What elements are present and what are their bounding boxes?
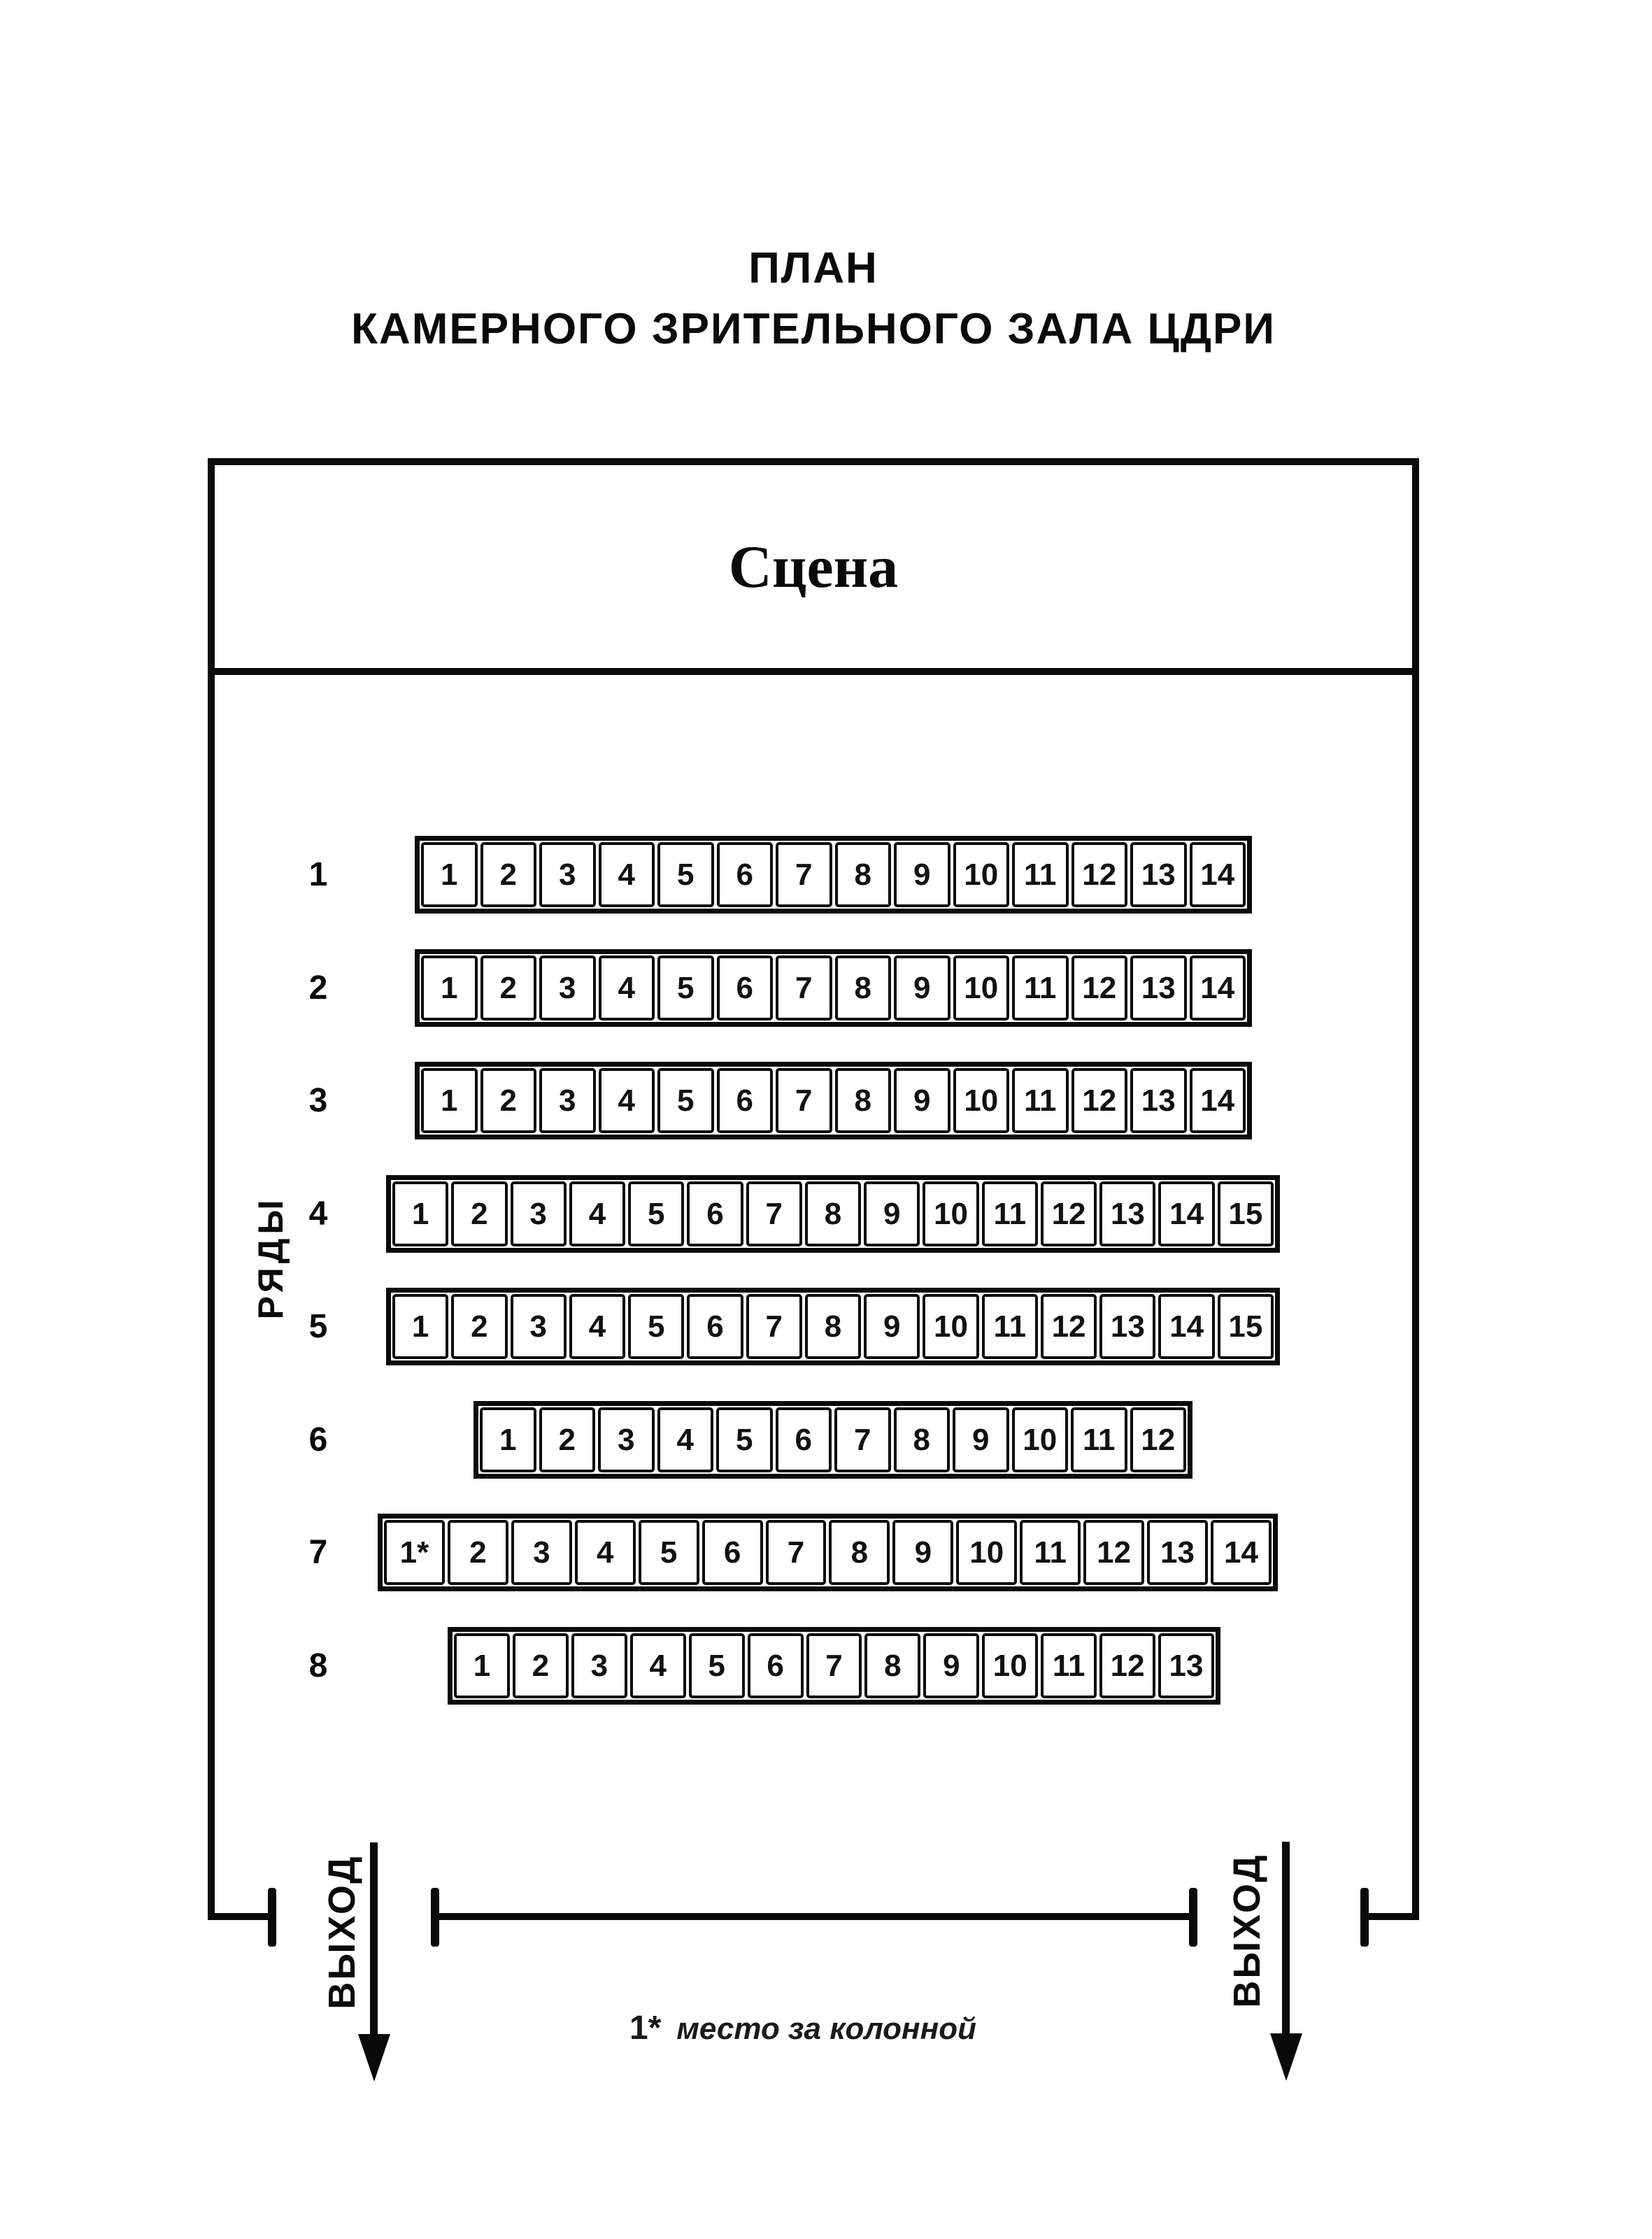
seat: 10 <box>953 955 1010 1021</box>
seat: 11 <box>1012 1068 1069 1133</box>
seat-row <box>448 1627 1220 1705</box>
seat: 1 <box>480 1407 536 1472</box>
seat: 10 <box>1012 1407 1069 1472</box>
seat: 10 <box>953 842 1010 907</box>
seat: 1 <box>421 842 478 907</box>
seat: 12 <box>1041 1294 1097 1359</box>
seat: 3 <box>539 842 596 907</box>
seat: 2 <box>539 1407 596 1472</box>
seat: 3 <box>539 955 596 1021</box>
seat: 5 <box>689 1633 745 1698</box>
row-label: 7 <box>308 1534 328 1571</box>
seat-row <box>386 1288 1280 1365</box>
seat: 1 <box>421 955 478 1021</box>
seat: 4 <box>599 1068 655 1133</box>
seat: 10 <box>923 1181 978 1246</box>
row-label: 3 <box>308 1082 328 1119</box>
page-title-line2: КАМЕРНОГО ЗРИТЕЛЬНОГО ЗАЛА ЦДРИ <box>351 305 1276 353</box>
seat: 7 <box>834 1407 891 1472</box>
seat: 3 <box>571 1633 627 1698</box>
row-label: 1 <box>308 856 328 893</box>
seat: 1 <box>454 1633 510 1698</box>
stage-label: Сцена <box>728 533 899 600</box>
seat: 4 <box>599 842 655 907</box>
seat: 13 <box>1099 1294 1155 1359</box>
seat: 6 <box>717 1068 774 1133</box>
exit-arrow-left-line <box>370 1842 378 2037</box>
seat: 14 <box>1190 842 1246 907</box>
seat: 8 <box>835 1068 892 1133</box>
seat: 11 <box>1012 955 1069 1021</box>
seat: 13 <box>1130 842 1187 907</box>
seat-row <box>386 1175 1280 1253</box>
seat-row <box>378 1514 1278 1591</box>
seat: 12 <box>1041 1181 1097 1246</box>
seat: 5 <box>716 1407 773 1472</box>
seat: 10 <box>923 1294 978 1359</box>
row-label: 2 <box>308 969 328 1007</box>
seat: 12 <box>1083 1520 1144 1585</box>
seat: 11 <box>1071 1407 1127 1472</box>
seat: 12 <box>1071 842 1128 907</box>
seat: 9 <box>892 1520 953 1585</box>
seat: 4 <box>569 1181 625 1246</box>
seat: 12 <box>1099 1633 1155 1698</box>
rows-axis-label: РЯДЫ <box>251 1195 290 1320</box>
door-cap-right-exit-right <box>1360 1888 1369 1947</box>
seat: 2 <box>480 955 537 1021</box>
seat: 2 <box>448 1520 508 1585</box>
seat: 1 <box>421 1068 478 1133</box>
seat: 8 <box>835 955 892 1021</box>
seat: 10 <box>956 1520 1017 1585</box>
seat: 5 <box>628 1294 684 1359</box>
seat: 7 <box>766 1520 827 1585</box>
seat: 9 <box>894 842 950 907</box>
seat: 13 <box>1130 955 1187 1021</box>
footnote-text: место за колонной <box>676 2012 976 2046</box>
seat: 3 <box>511 1520 572 1585</box>
seat: 12 <box>1071 1068 1128 1133</box>
seat-row <box>415 836 1252 914</box>
seat: 9 <box>894 955 950 1021</box>
seat: 10 <box>982 1633 1038 1698</box>
seat: 4 <box>569 1294 625 1359</box>
seat: 12 <box>1071 955 1128 1021</box>
seat: 2 <box>451 1181 507 1246</box>
seat: 3 <box>511 1181 567 1246</box>
seat: 11 <box>1041 1633 1097 1698</box>
seat: 7 <box>746 1294 802 1359</box>
page-title <box>138 238 1489 360</box>
bottom-wall-right-segment <box>1360 1913 1419 1920</box>
seat: 11 <box>982 1294 1038 1359</box>
seat: 12 <box>1130 1407 1187 1472</box>
seat: 6 <box>776 1407 832 1472</box>
seat: 9 <box>923 1633 979 1698</box>
seat: 4 <box>630 1633 686 1698</box>
seat: 5 <box>657 955 714 1021</box>
seat: 9 <box>894 1068 950 1133</box>
seat: 13 <box>1147 1520 1208 1585</box>
seat: 6 <box>702 1520 763 1585</box>
seat: 9 <box>953 1407 1009 1472</box>
seat: 15 <box>1218 1181 1274 1246</box>
seat: 6 <box>687 1294 743 1359</box>
seat: 6 <box>748 1633 804 1698</box>
seat: 11 <box>1012 842 1069 907</box>
seat: 8 <box>805 1294 861 1359</box>
seat: 10 <box>953 1068 1010 1133</box>
seat: 1* <box>384 1520 445 1585</box>
seat: 1 <box>392 1294 448 1359</box>
row-label: 6 <box>308 1421 328 1458</box>
seat: 4 <box>575 1520 636 1585</box>
seat: 13 <box>1099 1181 1155 1246</box>
seat: 5 <box>657 842 714 907</box>
seat: 7 <box>746 1181 802 1246</box>
seat-row <box>473 1401 1192 1479</box>
row-label: 5 <box>308 1308 328 1345</box>
seat-row <box>415 949 1252 1027</box>
footnote-marker: 1* <box>629 2010 662 2047</box>
page-title-line1: ПЛАН <box>748 244 878 292</box>
seat: 7 <box>776 842 832 907</box>
seat: 3 <box>511 1294 567 1359</box>
footnote <box>629 2009 976 2047</box>
seat: 4 <box>599 955 655 1021</box>
seat: 9 <box>864 1294 920 1359</box>
seat: 9 <box>864 1181 920 1246</box>
seat: 2 <box>451 1294 507 1359</box>
exit-arrow-right-head <box>1270 2033 1302 2081</box>
seat: 3 <box>539 1068 596 1133</box>
seat: 7 <box>776 955 832 1021</box>
seat: 8 <box>835 842 892 907</box>
seat-row <box>415 1062 1252 1139</box>
seat: 7 <box>806 1633 862 1698</box>
seat: 8 <box>894 1407 950 1472</box>
seat: 14 <box>1158 1294 1214 1359</box>
seat: 14 <box>1190 1068 1246 1133</box>
exit-arrow-right-line <box>1282 1842 1290 2036</box>
seat: 6 <box>717 842 774 907</box>
seat: 11 <box>1020 1520 1081 1585</box>
seat: 5 <box>657 1068 714 1133</box>
seat: 14 <box>1158 1181 1214 1246</box>
seat: 2 <box>480 1068 537 1133</box>
bottom-wall-left-segment <box>208 1913 272 1920</box>
bottom-wall-middle-segment <box>431 1913 1197 1920</box>
seat: 4 <box>657 1407 714 1472</box>
seat: 2 <box>513 1633 569 1698</box>
seat: 8 <box>805 1181 861 1246</box>
seat: 15 <box>1218 1294 1274 1359</box>
seat: 13 <box>1130 1068 1187 1133</box>
seat: 5 <box>639 1520 699 1585</box>
seat: 3 <box>598 1407 655 1472</box>
row-label: 4 <box>308 1195 328 1232</box>
exit-label-right: ВЫХОД <box>1226 1853 1268 2008</box>
exit-arrow-left-head <box>358 2034 390 2082</box>
seat: 6 <box>687 1181 743 1246</box>
exit-label-left: ВЫХОД <box>321 1854 363 2010</box>
door-cap-left-exit-left <box>268 1888 276 1947</box>
seat: 5 <box>628 1181 684 1246</box>
seat: 7 <box>776 1068 832 1133</box>
seat: 14 <box>1190 955 1246 1021</box>
seat: 2 <box>480 842 537 907</box>
seat: 8 <box>829 1520 890 1585</box>
row-label: 8 <box>308 1647 328 1684</box>
door-cap-right-exit-left <box>1189 1888 1197 1947</box>
door-cap-left-exit-right <box>431 1888 439 1947</box>
seat: 11 <box>982 1181 1038 1246</box>
seat: 1 <box>392 1181 448 1246</box>
seat: 6 <box>717 955 774 1021</box>
seat: 13 <box>1158 1633 1214 1698</box>
seat: 14 <box>1211 1520 1272 1585</box>
seat: 8 <box>864 1633 920 1698</box>
